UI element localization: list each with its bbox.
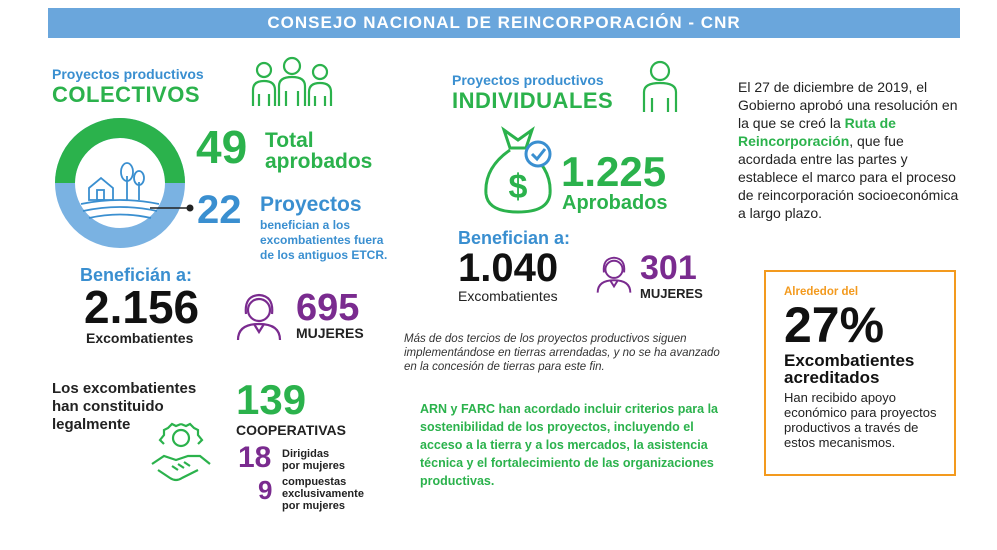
individuales-excombatientes-label: Excombatientes [458,288,558,304]
person-icon [640,58,680,114]
compuestas-number: 9 [258,475,273,505]
colectivos-mujeres-label: MUJERES [296,325,364,341]
individuales-aprobados-number: 1.225 [561,148,667,195]
colectivos-total-number: 49 [196,121,248,173]
group-people-icon [250,56,334,108]
svg-text:$: $ [508,168,528,206]
colectivos-proyectos-number: 22 [197,188,242,232]
colectivos-excombatientes-number: 2.156 [84,281,200,333]
compuestas-label-1: compuestas [282,476,347,488]
colectivos-proyectos-label: Proyectos [260,193,362,216]
colectivos-mujeres-number: 695 [296,287,360,329]
connector-line [150,203,200,213]
colectivos-heading-small: Proyectos productivos [52,66,204,82]
dirigidas-label-2: por mujeres [282,460,345,472]
resolucion-highlight: Ruta de Reincorporación [738,115,896,149]
colectivos-benefician-label: Beneficián a: [80,265,193,285]
acreditados-label-2: acreditados [784,368,880,387]
colectivos-heading-big: COLECTIVOS [52,82,201,107]
individuales-benefician-label: Benefician a: [458,228,571,248]
colectivos-excombatientes-label: Excombatientes [86,330,194,346]
individuales-mujeres-label: MUJERES [640,286,703,301]
cooperativas-number: 139 [236,376,307,423]
individuales-mujeres-number: 301 [640,249,697,287]
compuestas-label-3: por mujeres [282,500,345,512]
cooperativas-label: COOPERATIVAS [236,422,346,438]
woman-icon [593,252,635,296]
individuales-heading-small: Proyectos productivos [452,72,604,88]
acuerdo-text: ARN y FARC han acordado incluir criterios para la sostenibilidad de los proyectos, incluyendo el acceso a la tierra y a los mercados, la asistencia técnica y el fortalecimiento de las organizaciones productivas. [420,402,718,488]
acreditados-label-1: Excombatientes [784,351,915,370]
individuales-excombatientes-number: 1.040 [458,246,559,290]
woman-icon [232,290,286,342]
colectivos-proyectos-desc-2: excombatientes fuera [260,233,384,247]
compuestas-label-2: exclusivamente [282,488,364,500]
acreditados-percent: 27% [784,297,885,353]
note-tierras: Más de dos tercios de los proyectos productivos siguen implementándose en tierras arrendadas, y no se ha avanzado en la concesión de tierras para este fin. [404,333,720,373]
acreditados-desc: Han recibido apoyo económico para proyectos productivos a través de estos mecanismos. [784,390,937,450]
individuales-heading-big: INDIVIDUALES [452,88,614,113]
acreditados-intro: Alrededor del [784,286,859,298]
colectivos-total-label-2: aprobados [265,150,373,173]
acreditados-box [764,270,956,476]
individuales-aprobados-label: Aprobados [562,192,668,214]
dirigidas-label-1: Dirigidas [282,448,330,460]
resolucion-part1: El 27 de diciembre de 2019, el Gobierno aprobó una resolución en la que se creó la [738,79,958,131]
donut-chart [55,118,185,248]
money-bag-icon [478,122,558,218]
resolucion-part2: , que fue acordada entre las partes y establece el marco para el proceso de reincorporación socioeconómica a largo plazo. [738,133,959,221]
handshake-gear-icon [148,420,214,486]
banner: CONSEJO NACIONAL DE REINCORPORACIÓN - CNR [48,8,960,38]
dirigidas-number: 18 [238,441,272,474]
resolucion-text [738,78,960,222]
colectivos-proyectos-desc-3: de los antiguos ETCR. [260,248,388,262]
cooperativas-intro: Los excombatientes han constituido legalmente [52,380,197,433]
colectivos-total-label-1: Total [265,129,314,152]
colectivos-proyectos-desc-1: benefician a los [260,218,351,232]
